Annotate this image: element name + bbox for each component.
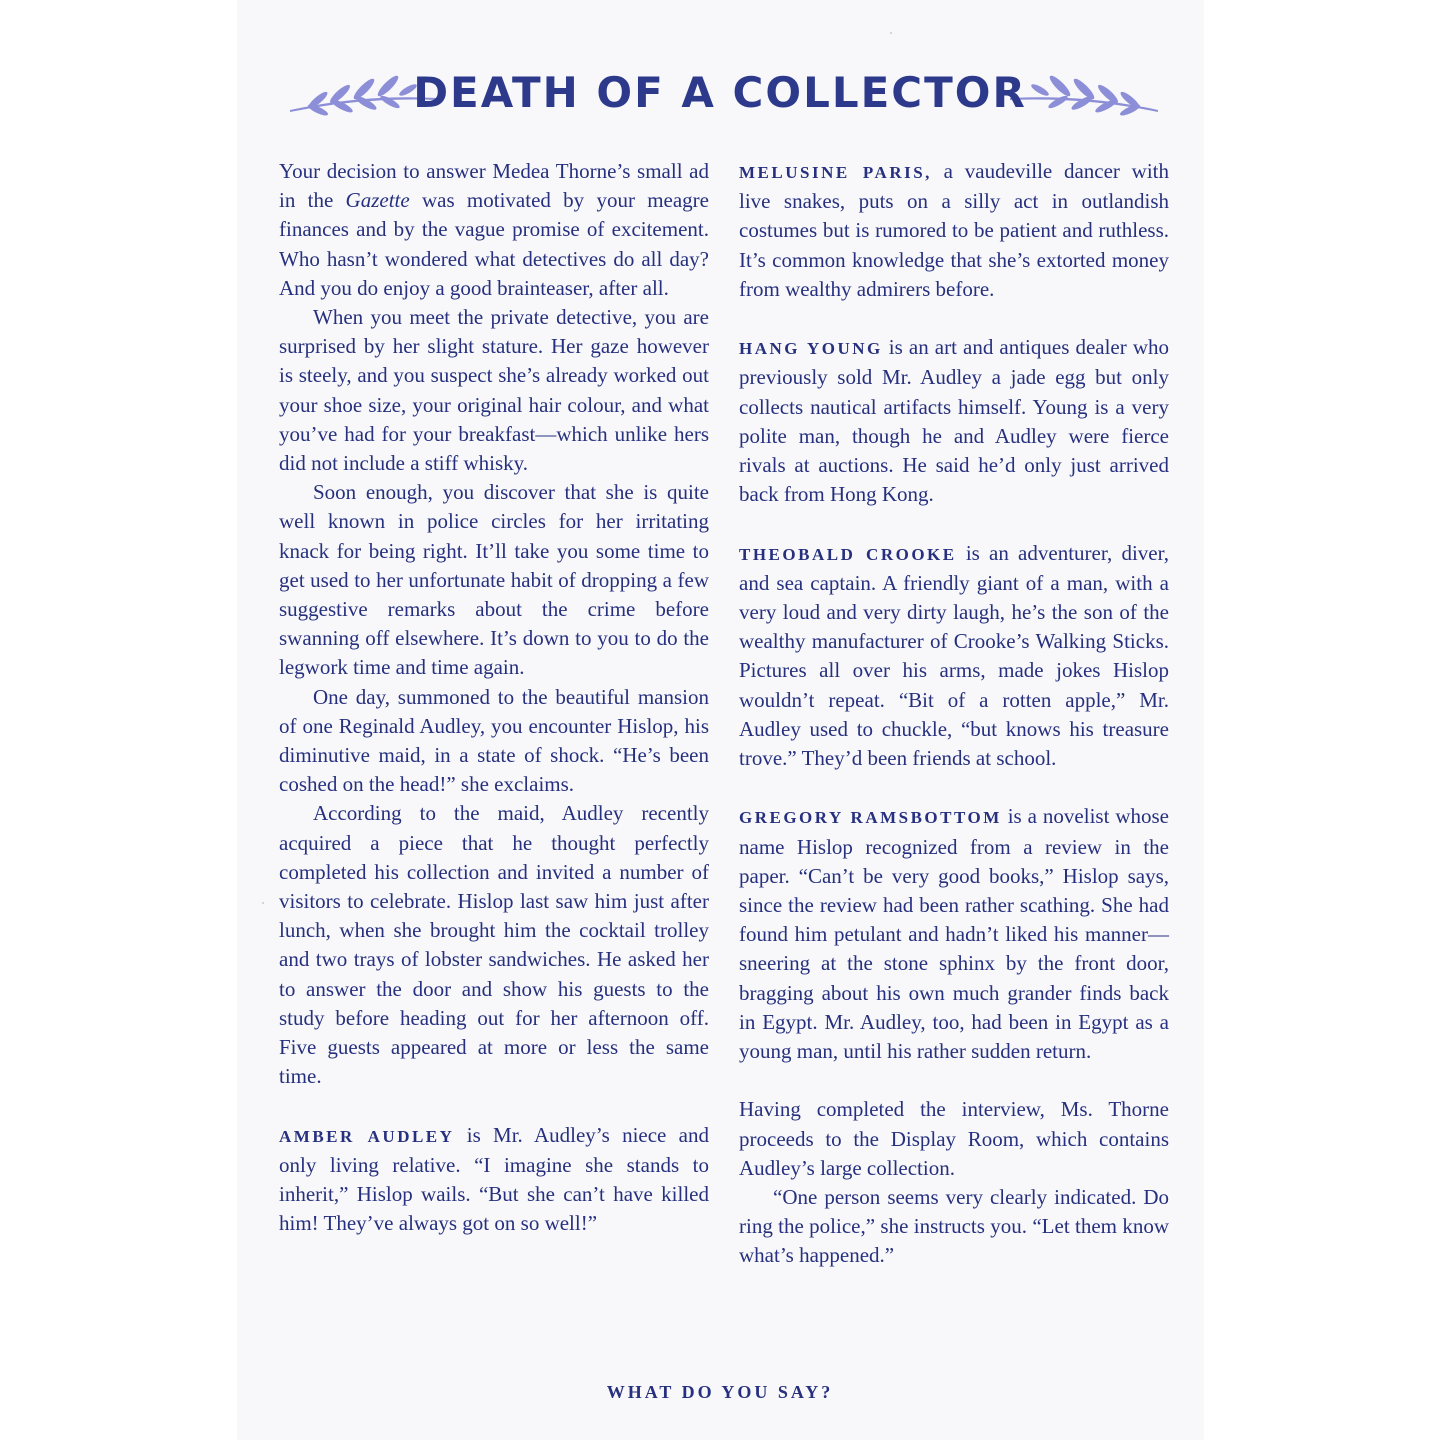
intro-text-cont: was motivated by your meagre finances and by the vague promise of excitement. Who hasn’t wondered what detectives do all day? And you do enjoy a good brainteaser, after all. bbox=[279, 188, 709, 300]
detective-paragraph: When you meet the private detective, you are surprised by her slight stature. Her gaze however is steely, and you suspect she’s already worked out your shoe size, your original hair colour, and what you’ve had for your breakfast—which unlike hers did not include a stiff whisky. bbox=[279, 305, 709, 476]
right-column bbox=[739, 157, 1169, 1271]
suspect-description: is a novelist whose name Hislop recognized from a review in the paper. “Can’t be very good books,” Hislop says, since the review had been rather scathing. She had found him petulant and hadn’t liked his manner—sneering at the stone sphinx by the front door, bragging about his own much grander finds back in Egypt. Mr. Audley, too, had been in Egypt as a young man, until his rather sudden return. bbox=[739, 804, 1169, 1064]
suspect-hang bbox=[739, 333, 1169, 509]
suspect-description: a vaudeville dancer with live snakes, puts on a silly act in outlandish costumes but is rumored to be patient and ruthless. It’s common knowledge that she’s extorted money from wealthy admirers before. bbox=[739, 159, 1170, 301]
closing-paragraph: Having completed the interview, Ms. Thorne proceeds to the Display Room, which contains Audley’s large collection. bbox=[739, 1097, 1169, 1180]
paper-speck bbox=[262, 902, 264, 904]
maid-paragraph: According to the maid, Audley recently acquired a piece that he thought perfectly completed his collection and invited a number of visitors to celebrate. Hislop last saw him just after lunch, when she brought him the cocktail trolley and two trays of lobster sandwiches. He asked her to answer the door and show his guests to the study before heading out for her afternoon off. Five guests appeared at more or less the same time. bbox=[279, 801, 709, 1089]
intro-paragraph bbox=[279, 157, 709, 303]
mansion-paragraph: One day, summoned to the beautiful mansion of one Reginald Audley, you encounter Hislop, his diminutive maid, in a state of shock. “He’s been coshed on the head!” she exclaims. bbox=[279, 684, 709, 797]
suspect-description: is an art and antiques dealer who previously sold Mr. Audley a jade egg but only collects nautical artifacts himself. Young is a very polite man, though he and Audley were fierce rivals at auctions. He said he’d only just arrived back from Hong Kong. bbox=[739, 335, 1169, 507]
suspect-name: AMBER AUDLEY bbox=[279, 1126, 455, 1146]
suspect-name: HANG YOUNG bbox=[739, 339, 883, 359]
intro-text: Your decision to answer Medea Thorne’s small ad in the bbox=[279, 159, 709, 213]
reputation-paragraph: Soon enough, you discover that she is quite well known in police circles for her irritating knack for being right. It’ll take you some time to get used to her unfortunate habit of dropping a few suggestive remarks about the crime before swanning off elsewhere. It’s down to you to do the legwork time and time again. bbox=[279, 480, 709, 680]
closing-quote-paragraph: “One person seems very clearly indicated. Do ring the police,” she instructs you. “Let them know what’s happened.” bbox=[739, 1185, 1169, 1268]
suspect-name: MELUSINE PARIS, bbox=[739, 163, 932, 182]
left-column bbox=[279, 157, 709, 1239]
page-title: DEATH OF A COLLECTOR bbox=[413, 68, 1027, 117]
suspect-theobald bbox=[739, 539, 1169, 774]
gazette-title: Gazette bbox=[345, 188, 410, 213]
suspect-melusine bbox=[739, 157, 1169, 304]
suspect-name: THEOBALD CROOKE bbox=[739, 544, 957, 564]
suspect-description: is Mr. Audley’s niece and only living relative. “I imagine she stands to inherit,” Hislop wails. “But she can’t have killed him! They’ve always got on so well!” bbox=[279, 1122, 709, 1236]
suspect-amber bbox=[279, 1121, 709, 1239]
prompt-question: WHAT DO YOU SAY? bbox=[606, 1382, 834, 1402]
suspect-description: is an adventurer, diver, and sea captain. A friendly giant of a man, with a very loud and very dirty laugh, he’s the son of the wealthy manufacturer of Crooke’s Walking Sticks. Pictures all over his arms, made jokes Hislop wouldn’t repeat. “Bit of a rotten apple,” Mr. Audley used to chuckle, “but knows his treasure trove.” They’d been friends at school. bbox=[739, 540, 1170, 771]
suspect-name: GREGORY RAMSBOTTOM bbox=[739, 808, 1002, 828]
paper-speck bbox=[890, 32, 892, 34]
suspect-gregory bbox=[739, 802, 1169, 1066]
